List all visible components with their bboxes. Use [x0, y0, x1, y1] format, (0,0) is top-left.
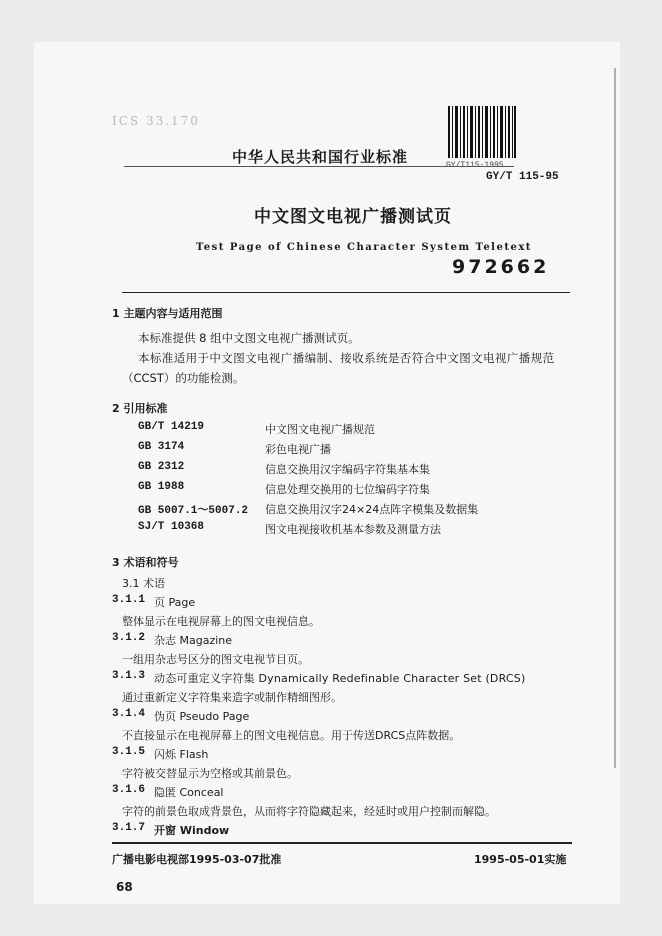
section-3-1-heading: 3.1 术语 — [122, 577, 165, 590]
ref-code: GB 3174 — [138, 441, 185, 453]
document-title-en: Test Page of Chinese Character System Teletext — [196, 242, 532, 253]
section-1-heading: 1 主题内容与适用范围 — [112, 307, 223, 320]
ref-title: 信息处理交换用的七位编码字符集 — [265, 483, 430, 496]
term-definition: 整体显示在电视屏幕上的图文电视信息。 — [122, 615, 320, 628]
term-name: 动态可重定义字符集 Dynamically Redefinable Character Set (DRCS) — [154, 672, 526, 685]
term-number: 3.1.6 — [112, 784, 146, 796]
national-standard-title: 中华人民共和国行业标准 — [232, 148, 409, 166]
term-number: 3.1.3 — [112, 670, 146, 682]
section-2-heading: 2 引用标准 — [112, 402, 168, 415]
ref-title: 信息交换用汉字24×24点阵字模集及数据集 — [265, 503, 479, 516]
footer-rule — [112, 842, 572, 844]
ref-title: 彩色电视广播 — [265, 443, 331, 456]
term-name: 页 Page — [154, 596, 196, 609]
document-title-cn: 中文图文电视广播测试页 — [254, 207, 452, 227]
ref-code: SJ/T 10368 — [138, 521, 205, 533]
term-name: 杂志 Magazine — [154, 634, 233, 647]
term-definition: 一组用杂志号区分的图文电视节目页。 — [122, 653, 309, 666]
document-page — [34, 42, 620, 904]
term-number: 3.1.2 — [112, 632, 146, 644]
ref-code: GB 2312 — [138, 461, 185, 473]
section-1-para-2b: （CCST）的功能检测。 — [122, 371, 245, 385]
faint-stamp: ICS 33.170 — [112, 114, 200, 128]
ref-title: 中文图文电视广播规范 — [265, 423, 375, 436]
approval-note: 广播电影电视部1995-03-07批准 — [112, 853, 282, 866]
term-number: 3.1.1 — [112, 594, 146, 606]
section-1-para-1: 本标准提供 8 组中文图文电视广播测试页。 — [138, 331, 360, 345]
effective-date: 1995-05-01实施 — [474, 853, 567, 866]
header-rule — [124, 166, 514, 167]
term-name: 隐匿 Conceal — [154, 786, 224, 799]
term-number: 3.1.4 — [112, 708, 146, 720]
page-number: 68 — [116, 880, 133, 894]
ref-title: 信息交换用汉字编码字符集基本集 — [265, 463, 430, 476]
term-definition: 不直接显示在电视屏幕上的图文电视信息。用于传送DRCS点阵数据。 — [122, 729, 461, 742]
section-3-heading: 3 术语和符号 — [112, 556, 179, 569]
serial-number: 972662 — [452, 256, 550, 278]
term-name: 开窗 Window — [154, 824, 230, 837]
standard-number: GY/T 115-95 — [486, 171, 559, 183]
ref-code: GB 1988 — [138, 481, 185, 493]
section-1-para-2a: 本标准适用于中文图文电视广播编制、接收系统是否符合中文图文电视广播规范 — [138, 351, 555, 365]
term-number: 3.1.5 — [112, 746, 146, 758]
title-rule — [122, 292, 570, 293]
term-name: 闪烁 Flash — [154, 748, 209, 761]
term-definition: 通过重新定义字符集来造字或制作精细图形。 — [122, 691, 342, 704]
ref-code: GB 5007.1～5007.2 — [138, 505, 249, 517]
ref-title: 图文电视接收机基本参数及测量方法 — [265, 523, 441, 536]
term-name: 伪页 Pseudo Page — [154, 710, 250, 723]
ref-code: GB/T 14219 — [138, 421, 205, 433]
barcode-icon — [446, 104, 518, 160]
term-definition: 字符被交替显示为空格或其前景色。 — [122, 767, 298, 780]
term-definition: 字符的前景色取成背景色，从而将字符隐藏起来，经延时或用户控制而解隐。 — [122, 805, 496, 818]
term-number: 3.1.7 — [112, 822, 146, 834]
scan-edge-mark — [614, 68, 616, 768]
